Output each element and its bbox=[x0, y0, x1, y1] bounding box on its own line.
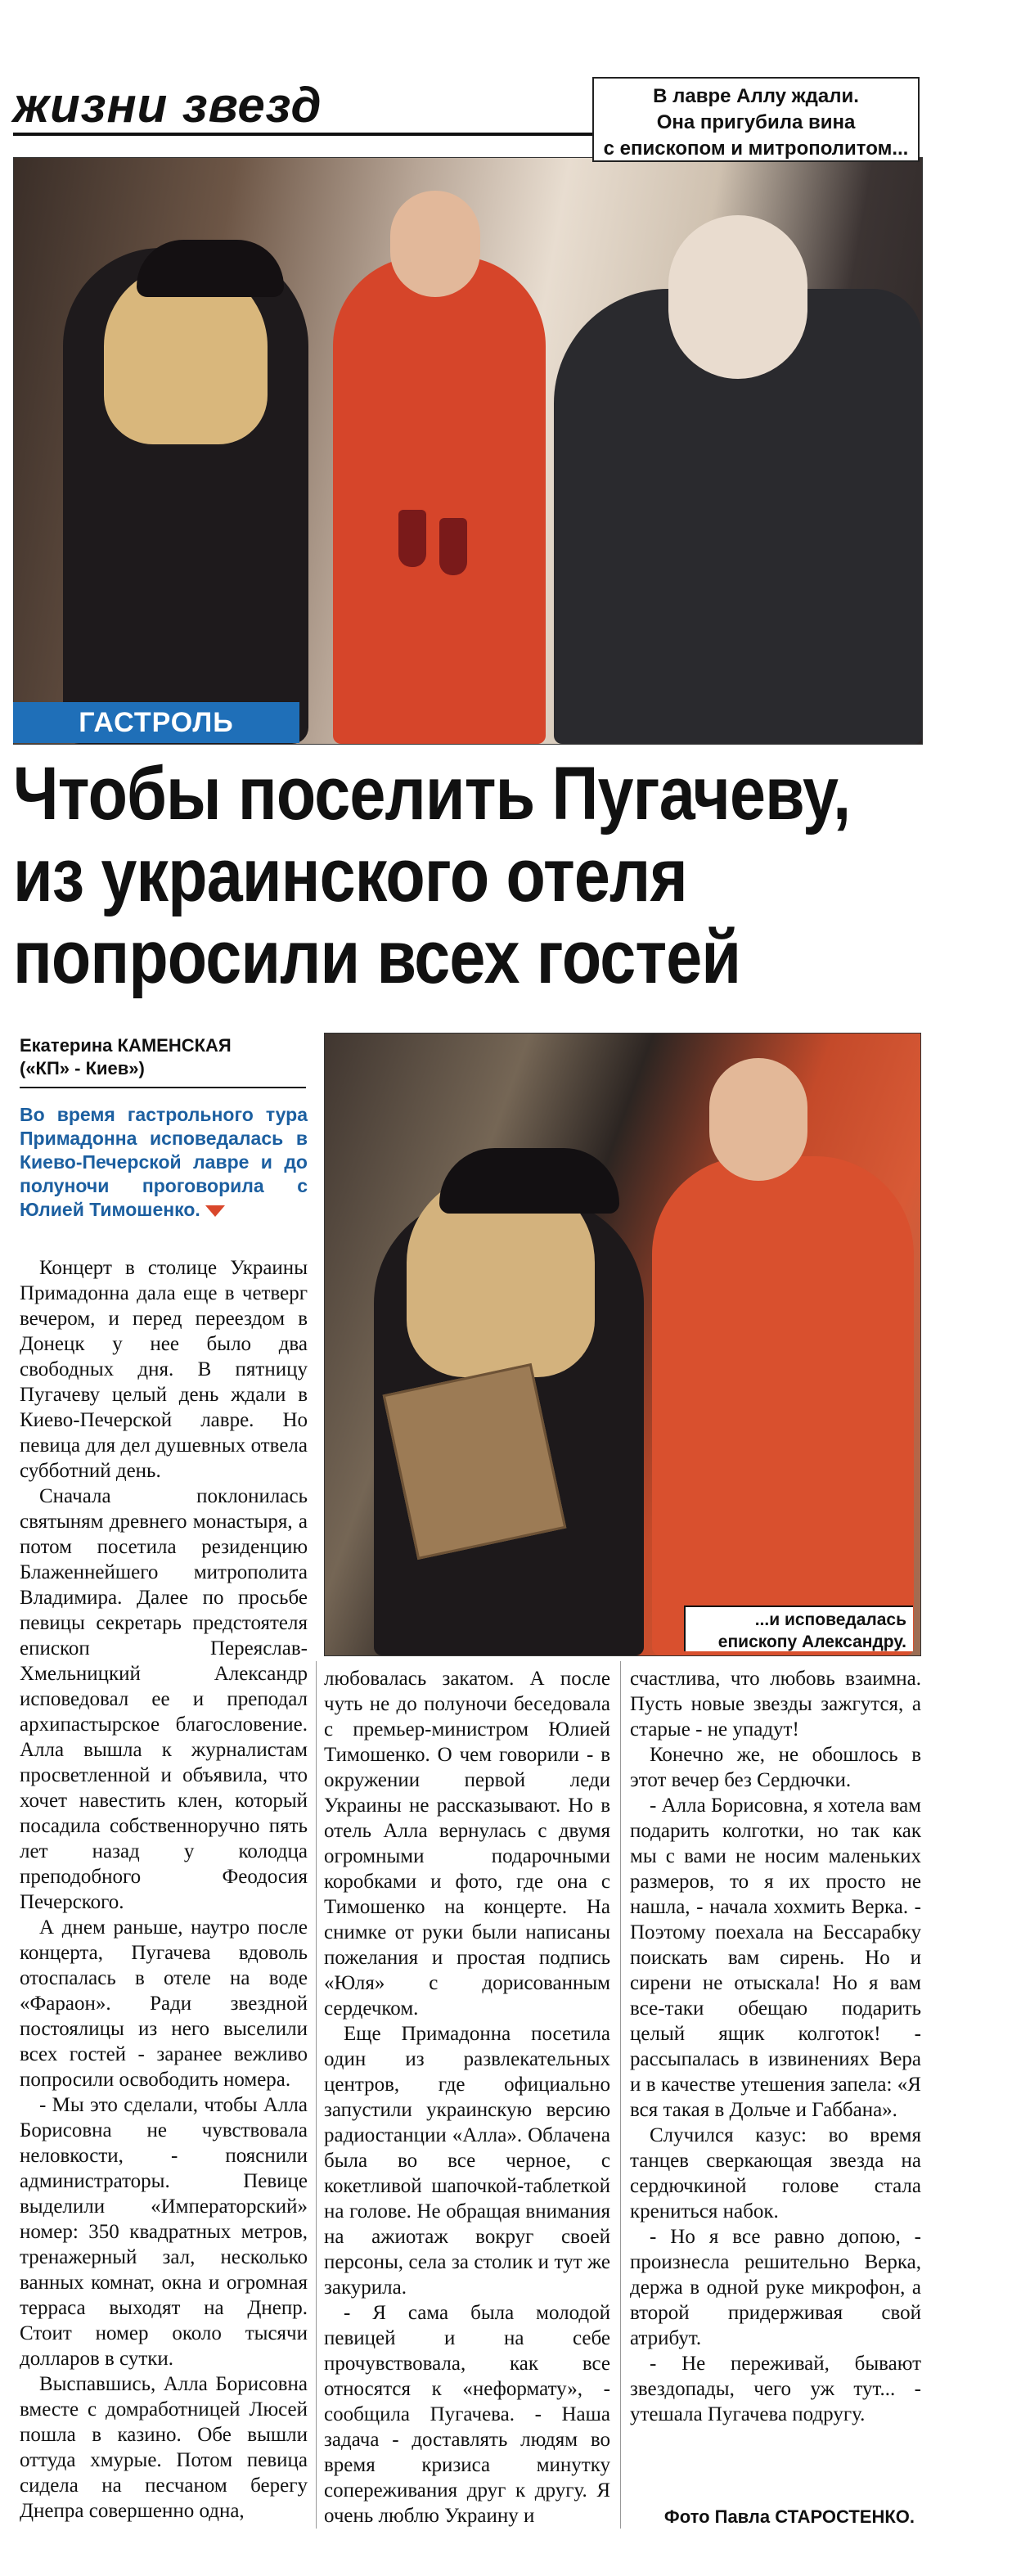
paragraph: - Алла Борисовна, я хотела вам подарить колготки, но так как мы с вами не носим маленьких размеров, то я их просто не нашла, - начала хохмить Верка. - Поэтому поехала на Бессарабку поискать вам сирень. Но и сирени не отыскала! Но я вам все-таки обещаю подарить целый ящик колготок! - рассыпалась в извинениях Вера и в качестве утешения запела: «Я вся такая в Дольче и Габбана». bbox=[630, 1795, 921, 2121]
photo-figure-hat bbox=[439, 1148, 619, 1214]
lead-paragraph bbox=[20, 1103, 308, 1222]
byline-outlet: («КП» - Киев») bbox=[20, 1058, 145, 1079]
paragraph: А днем раньше, наутро после концерта, Пугачева вдоволь отоспалась в отеле на воде «Фараон». Ради звездной постоялицы из него выселили всех гостей - заранее вежливо попросили освободить номера. bbox=[20, 1916, 308, 2091]
article-column-1 bbox=[20, 1255, 308, 2524]
lead-text: Во время гастрольного тура Примадонна исповедалась в Киево-Печерской лавре и до полуночи проговорила с Юлией Тимошенко. bbox=[20, 1104, 308, 1220]
photo-figure-bishop-face bbox=[709, 1058, 807, 1181]
headline-line: попросили всех гостей bbox=[13, 916, 741, 999]
rubric-tag: ГАСТРОЛЬ bbox=[13, 702, 299, 743]
paragraph: счастлива, что любовь взаимна. Пусть новые звезды зажгутся, а старые - не упадут! bbox=[630, 1668, 921, 1741]
paragraph: Выспавшись, Алла Борисовна вместе с домработницей Люсей пошла в казино. Обе вышли оттуда хмурые. Потом певица сидела на песчаном берегу Днепра совершенно одна, bbox=[20, 2373, 308, 2522]
paragraph: Концерт в столице Украины Примадонна дала еще в четверг вечером, и перед переездом в Донецк у нее было два свободных дня. В пятницу Пугачеву целый день ждали в Киево-Печерской лавре. Но певица для дел душевных отвела субботний день. bbox=[20, 1257, 308, 1482]
paragraph: - Я сама была молодой певицей и на себе прочувствовала, как все относятся к «неформату», - сообщила Пугачева. - Наша задача - доставлять людям во время кризиса минутку сопереживания друг к другу. Я очень люблю Украину и bbox=[324, 2302, 610, 2527]
caption-line: ...и исповедалась bbox=[754, 1610, 906, 1629]
top-photo bbox=[13, 157, 923, 745]
paragraph: Случился казус: во время танцев сверкающая звезда на сердючкиной голове стала крениться набок. bbox=[630, 2124, 921, 2222]
photo-figure-bishop bbox=[333, 256, 546, 744]
column-divider bbox=[620, 1661, 621, 2529]
headline-line: из украинского отеля bbox=[13, 834, 687, 917]
paragraph: - Не переживай, бывают звездопады, чего уж тут... - утешала Пугачева подругу. bbox=[630, 2353, 921, 2425]
byline-author: Екатерина КАМЕНСКАЯ bbox=[20, 1035, 232, 1056]
column-divider bbox=[316, 1661, 317, 2529]
photo-figure-bishop-face bbox=[390, 191, 480, 297]
photo-figure-hat bbox=[137, 240, 284, 297]
byline bbox=[20, 1034, 306, 1088]
photo-glass bbox=[398, 510, 426, 567]
caption-line: В лавре Аллу ждали. bbox=[653, 85, 859, 107]
photo-glass bbox=[439, 518, 467, 575]
paragraph: - Но я все равно допою, - произнесла решительно Верка, держа в одной руке микрофон, а второй придерживая свой атрибут. bbox=[630, 2226, 921, 2349]
lead-triangle-icon bbox=[205, 1205, 225, 1217]
second-photo bbox=[324, 1033, 921, 1656]
caption-line: Она пригубила вина bbox=[656, 111, 856, 133]
paragraph: - Мы это сделали, чтобы Алла Борисовна не чувствовала неловкости, - пояснили администраторы. Певице выделили «Императорский» номер: 350 квадратных метров, тренажерный зал, несколько ванных комнат, окна и огромная терраса выходят на Днепр. Стоит номер около тысячи долларов в сутки. bbox=[20, 2094, 308, 2370]
top-photo-caption bbox=[592, 77, 920, 162]
caption-line: с епископом и митрополитом... bbox=[603, 137, 909, 160]
section-title: жизни звезд bbox=[13, 79, 602, 136]
photo-figure-bishop bbox=[652, 1156, 914, 1655]
paragraph: Сначала поклонилась святыням древнего монастыря, а потом посетила резиденцию Блаженнейшего митрополита Владимира. Далее по просьбе певицы секретарь предстоятеля епископ Переяслав-Хмельницкий Александр исповедовал ее и преподал архипастырское благословение. Алла вышла к журналистам просветленной и объявила, что хочет навестить клен, который посадила собственноручно пять лет назад у колодца преподобного Феодосия Печерского. bbox=[20, 1485, 308, 1913]
paragraph: Еще Примадонна посетила один из развлекательных центров, где официально запустили украинскую версию радиостанции «Алла». Облачена была во все черное, с кокетливой шапочкой-таблеткой на голове. Не обращая внимания на ажиотаж вокруг своей персоны, села за столик и тут же закурила. bbox=[324, 2023, 610, 2299]
article-column-3 bbox=[630, 1666, 921, 2427]
headline bbox=[13, 753, 929, 998]
caption-line: епископу Александру. bbox=[717, 1633, 906, 1651]
paragraph: Конечно же, не обошлось в этот вечер без Сердючки. bbox=[630, 1744, 921, 1791]
article-column-2 bbox=[324, 1666, 610, 2529]
photo-credit: Фото Павла СТАРОСТЕНКО. bbox=[663, 2506, 915, 2527]
paragraph: любовалась закатом. А после чуть не до полуночи беседовала с премьер-министром Юлией Тимошенко. О чем говорили - в окружении первой леди Украины не рассказывают. Но в отель Алла вернулась с двумя огромными подарочными коробками и фото, где она с Тимошенко на концерте. На снимке от руки были написаны пожелания и простая подпись «Юля» с дорисованным сердечком. bbox=[324, 1668, 610, 2020]
headline-line: Чтобы поселить Пугачеву, bbox=[13, 752, 851, 835]
second-photo-caption bbox=[684, 1605, 913, 1651]
photo-figure-metropolitan-face bbox=[668, 215, 807, 379]
